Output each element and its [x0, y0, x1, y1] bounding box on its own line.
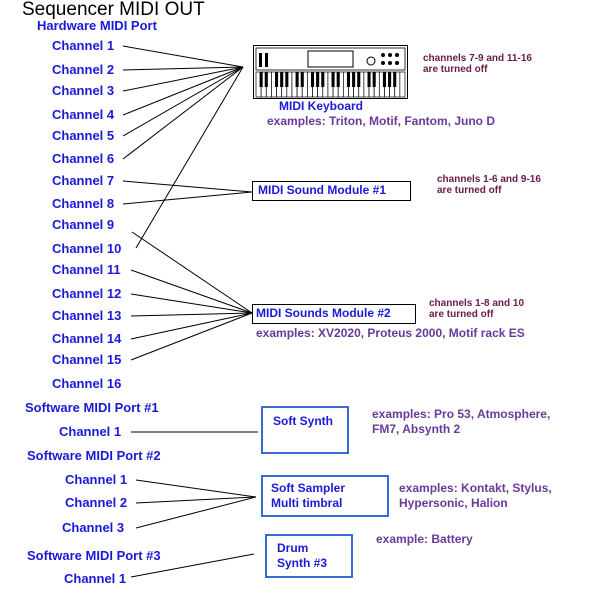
sound-module-2-note: channels 1-8 and 10 are turned off: [429, 298, 525, 320]
hw-channel-12: Channel 12: [52, 286, 122, 301]
wire-ch8-module1: [123, 192, 252, 204]
drum-synth-examples: example: Battery: [376, 532, 473, 546]
hw-channel-3: Channel 3: [52, 83, 115, 98]
hw-channel-9: Channel 9: [52, 217, 115, 232]
drum-synth-box: [265, 534, 353, 578]
hw-channel-4: Channel 4: [52, 107, 115, 122]
hw-channel-8: Channel 8: [52, 196, 115, 211]
software-port-2-label: Software MIDI Port #2: [27, 448, 161, 463]
hw-channel-10: Channel 10: [52, 241, 122, 256]
sound-module-2-box: [252, 304, 416, 324]
hardware-port-label: Hardware MIDI Port: [37, 18, 157, 33]
keyboard-examples: examples: Triton, Motif, Fantom, Juno D: [267, 114, 496, 128]
sound-module-2-examples: examples: XV2020, Proteus 2000, Motif rack ES: [256, 326, 525, 340]
midi-keyboard-icon: [253, 45, 408, 99]
sound-module-1-label: MIDI Sound Module #1: [258, 183, 386, 197]
wire-ch2-keyboard: [123, 67, 243, 70]
sound-module-1-note: channels 1-6 and 9-16 are turned off: [437, 174, 541, 196]
soft-sampler-label: Soft Sampler Multi timbral: [271, 481, 346, 510]
wire-ch6-keyboard: [123, 67, 243, 159]
diagram-title: Sequencer MIDI OUT: [22, 0, 205, 20]
wire-ch10-keyboard: [136, 67, 243, 248]
keyboard-note: channels 7-9 and 11-16 are turned off: [423, 53, 532, 75]
hw-channel-2: Channel 2: [52, 62, 115, 77]
hw-channel-5: Channel 5: [52, 128, 115, 143]
soft-sampler-examples: examples: Kontakt, Stylus, Hypersonic, Halion: [399, 481, 552, 510]
hw-channel-1: Channel 1: [52, 38, 115, 53]
sp1-channel-1: Channel 1: [59, 424, 122, 439]
wire-ch5-keyboard: [123, 67, 243, 136]
software-port-1-label: Software MIDI Port #1: [25, 400, 159, 415]
sound-module-1-box: [252, 181, 411, 201]
sp2-channel-3: Channel 3: [62, 520, 125, 535]
wire-ch11-module2: [131, 270, 252, 313]
wire-ch4-keyboard: [123, 67, 243, 115]
hw-channel-14: Channel 14: [52, 331, 122, 346]
wire-ch1-keyboard: [123, 46, 243, 67]
sp2-channel-2: Channel 2: [65, 495, 128, 510]
wire-ch3-keyboard: [123, 67, 243, 91]
hw-channel-7: Channel 7: [52, 173, 115, 188]
sound-module-2-label: MIDI Sounds Module #2: [256, 306, 391, 320]
hw-channel-13: Channel 13: [52, 308, 122, 323]
soft-synth-box: [261, 406, 349, 454]
hw-channel-15: Channel 15: [52, 352, 122, 367]
software-port-3-label: Software MIDI Port #3: [27, 548, 161, 563]
wire-ch12-module2: [131, 294, 252, 313]
wire-ch14-module2: [131, 313, 252, 339]
keyboard-label: MIDI Keyboard: [279, 99, 364, 113]
soft-synth-examples: examples: Pro 53, Atmosphere, FM7, Absynth 2: [372, 407, 551, 436]
sp2-channel-1: Channel 1: [65, 472, 128, 487]
hw-channel-11: Channel 11: [52, 262, 121, 277]
drum-synth-label: Drum Synth #3: [277, 541, 328, 570]
sp3-channel-1: Channel 1: [64, 571, 127, 586]
wire-ch15-module2: [131, 313, 252, 360]
wire-ch9-module2: [132, 232, 252, 313]
hw-channel-16: Channel 16: [52, 376, 122, 391]
wire-ch7-module1: [123, 181, 252, 192]
wire-ch13-module2: [131, 313, 252, 316]
soft-sampler-box: [261, 475, 389, 517]
wire-sp2-ch1-sampler: [136, 480, 256, 497]
soft-synth-label: Soft Synth: [273, 414, 333, 428]
hw-channel-6: Channel 6: [52, 151, 115, 166]
